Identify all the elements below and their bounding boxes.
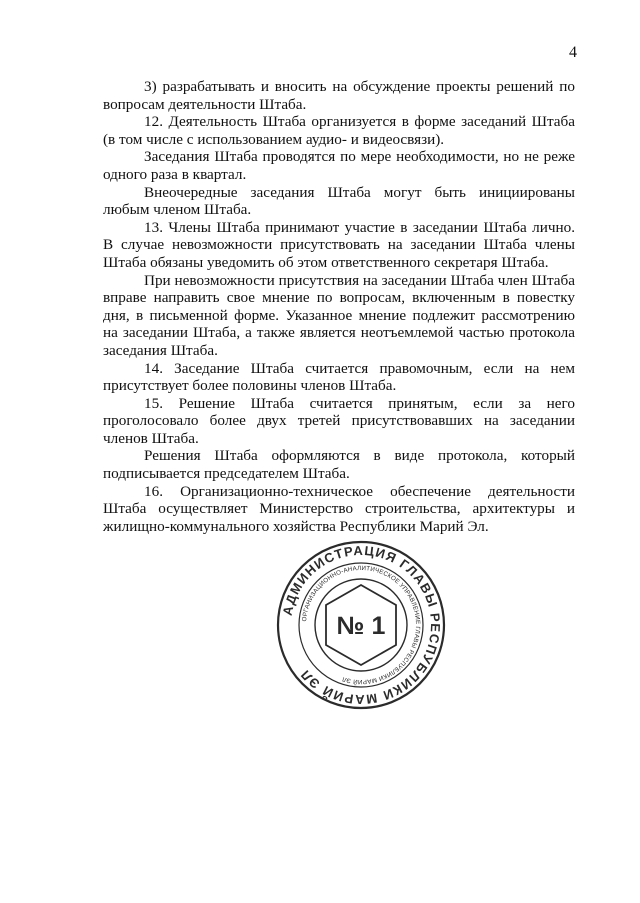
official-seal	[275, 539, 447, 711]
paragraph-clause-12: 12. Деятельность Штаба организуется в форме заседаний Штаба (в том числе с использованием аудио- и видеосвязи).	[103, 113, 575, 148]
seal-outer-text: АДМИНИСТРАЦИЯ ГЛАВЫ РЕСПУБЛИКИ МАРИЙ ЭЛ	[279, 542, 444, 708]
paragraph-clause-14: 14. Заседание Штаба считается правомочным, если на нем присутствует более половины членов Штаба.	[103, 359, 575, 395]
paragraph-written-opinion: При невозможности присутствия на заседании Штаба член Штаба вправе направить свое мнение по вопросам, включенным в повестку дня, в письменной форме. Указанное мнение подлежит рассмотрению на заседании Штаба, а также является неотъемлемой частью протокола заседания Штаба.	[103, 271, 575, 359]
paragraph-clause-13: 13. Члены Штаба принимают участие в заседании Штаба лично. В случае невозможности присутствовать на заседании Штаба члены Штаба обязаны уведомить об этом ответственного секретаря Штаба.	[103, 218, 575, 271]
document-body	[103, 78, 575, 535]
paragraph-clause-16: 16. Организационно-техническое обеспечение деятельности Штаба осуществляет Министерство строительства, архитектуры и жилищно-коммунального хозяйства Республики Марий Эл.	[103, 482, 575, 535]
paragraph-meeting-frequency: Заседания Штаба проводятся по мере необходимости, но не реже одного раза в квартал.	[103, 148, 575, 183]
seal-inner-text: ОРГАНИЗАЦИОННО-АНАЛИТИЧЕСКОЕ УПРАВЛЕНИЕ ГЛАВЫ РЕСПУБЛИКИ МАРИЙ ЭЛ	[301, 564, 422, 686]
paragraph-item-3: 3) разрабатывать и вносить на обсуждение проекты решений по вопросам деятельности Штаба.	[103, 78, 575, 113]
page-number: 4	[569, 44, 577, 61]
paragraph-clause-15: 15. Решение Штаба считается принятым, если за него проголосовало более двух третей присутствовавших на заседании членов Штаба.	[103, 394, 575, 447]
paragraph-protocol: Решения Штаба оформляются в виде протокола, который подписывается председателем Штаба.	[103, 447, 575, 483]
paragraph-extraordinary-meetings: Внеочередные заседания Штаба могут быть инициированы любым членом Штаба.	[103, 183, 575, 219]
seal-number: № 1	[336, 612, 386, 640]
